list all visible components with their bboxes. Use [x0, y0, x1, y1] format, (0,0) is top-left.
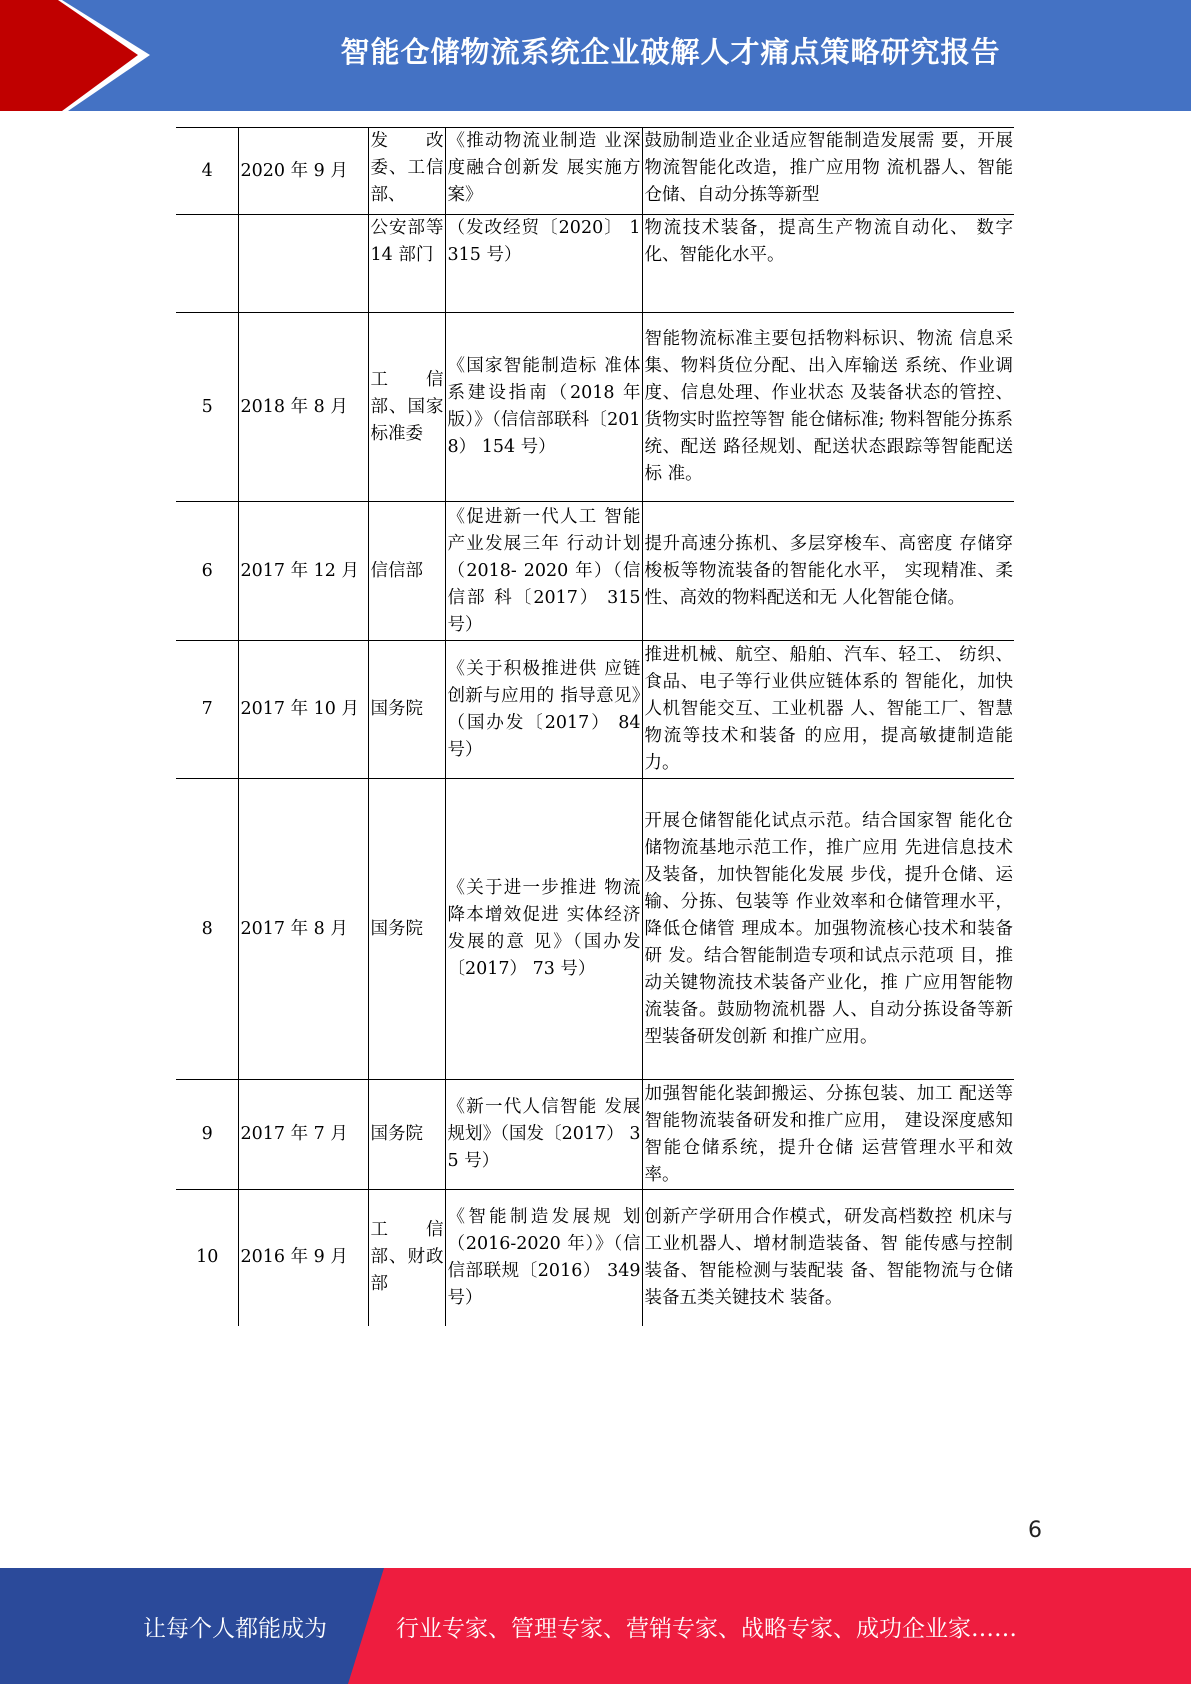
page-footer	[0, 1568, 1191, 1684]
policy-document: 《国家智能制造标 准体系建设指南（2018 年版）》（信信部联科〔2018） 154 号）	[445, 313, 642, 502]
policy-content: 物流技术装备，提高生产物流自动化、 数字化、智能化水平。	[642, 215, 1014, 313]
issue-date: 2017 年 8 月	[238, 779, 368, 1080]
policy-content: 推进机械、航空、船舶、汽车、轻工、 纺织、食品、电子等行业供应链体系的 智能化，加快人机智能交互、工业机器 人、智能工厂、智慧物流等技术和装备 的应用，提高敏捷制造能力。	[642, 641, 1014, 779]
policy-document: 《智能制造发展规 划 （2016-2020 年）》（信信部联规〔2016） 349 号）	[445, 1190, 642, 1326]
policy-document: （发改经贸〔2020〕 1315 号）	[445, 215, 642, 313]
issue-date: 2016 年 9 月	[238, 1190, 368, 1326]
report-title: 智能仓储物流系统企业破解人才痛点策略研究报告	[340, 34, 1001, 69]
row-number: 5	[176, 313, 238, 502]
issuing-department: 国务院	[368, 1080, 445, 1190]
issue-date	[238, 215, 368, 313]
policy-content: 鼓励制造业企业适应智能制造发展需 要，开展物流智能化改造，推广应用物 流机器人、智能仓储、自动分拣等新型	[642, 128, 1014, 215]
issue-date: 2017 年 7 月	[238, 1080, 368, 1190]
table-row	[176, 1190, 1014, 1326]
policy-document: 《促进新一代人工 智能产业发展三年 行动计划（2018- 2020 年）（信信部 科〔2017） 315 号）	[445, 502, 642, 641]
issuing-department: 发 改委、工信部、	[368, 128, 445, 215]
issue-date: 2017 年 10 月	[238, 641, 368, 779]
page-header	[0, 0, 1191, 111]
row-number	[176, 215, 238, 313]
red-arrow-decoration	[0, 0, 150, 111]
row-number: 6	[176, 502, 238, 641]
policy-content: 加强智能化装卸搬运、分拣包装、加工 配送等智能物流装备研发和推广应用， 建设深度感知智能仓储系统，提升仓储 运营管理水平和效率。	[642, 1080, 1014, 1190]
policy-document: 《推动物流业制造 业深度融合创新发 展实施方案》	[445, 128, 642, 215]
row-number: 4	[176, 128, 238, 215]
page-number: 6	[1028, 1518, 1042, 1543]
issuing-department: 信信部	[368, 502, 445, 641]
policy-content: 创新产学研用合作模式，研发高档数控 机床与工业机器人、增材制造装备、智 能传感与控制装备、智能检测与装配装 备、智能物流与仓储装备五类关键技术 装备。	[642, 1190, 1014, 1326]
row-number: 10	[176, 1190, 238, 1326]
issuing-department: 国务院	[368, 641, 445, 779]
row-number: 8	[176, 779, 238, 1080]
footer-slogan-left: 让每个人都能成为	[143, 1615, 327, 1642]
table-row	[176, 779, 1014, 1080]
table-row	[176, 502, 1014, 641]
policy-document: 《关于积极推进供 应链创新与应用的 指导意见》（国办发〔2017） 84 号）	[445, 641, 642, 779]
policy-content: 提升高速分拣机、多层穿梭车、高密度 存储穿梭板等物流装备的智能化水平， 实现精准、柔性、高效的物料配送和无 人化智能仓储。	[642, 502, 1014, 641]
table-row	[176, 641, 1014, 779]
issuing-department: 工 信部、财政部	[368, 1190, 445, 1326]
issue-date: 2018 年 8 月	[238, 313, 368, 502]
row-number: 7	[176, 641, 238, 779]
policy-content: 开展仓储智能化试点示范。结合国家智 能化仓储物流基地示范工作，推广应用 先进信息技术及装备，加快智能化发展 步伐，提升仓储、运输、分拣、包装等 作业效率和仓储管理水平，降低仓储管 理成本。加强物流核心技术和装备研 发。结合智能制造专项和试点示范项 目，推动关键物流技术装备产业化，推 广应用智能物流装备。鼓励物流机器 人、自动分拣设备等新型装备研发创新 和推广应用。	[642, 779, 1014, 1080]
policy-document: 《关于进一步推进 物流降本增效促进 实体经济发展的意 见》（国办发〔2017） 73 号）	[445, 779, 642, 1080]
issuing-department: 国务院	[368, 779, 445, 1080]
policy-table	[176, 127, 1014, 1326]
issuing-department: 公安部等 14 部门	[368, 215, 445, 313]
issuing-department: 工 信部、国家标准委	[368, 313, 445, 502]
issue-date: 2020 年 9 月	[238, 128, 368, 215]
row-number: 9	[176, 1080, 238, 1190]
table-row	[176, 1080, 1014, 1190]
issue-date: 2017 年 12 月	[238, 502, 368, 641]
policy-document: 《新一代人信智能 发展规划》（国发〔2017） 35 号）	[445, 1080, 642, 1190]
policy-table-container	[176, 127, 1014, 1326]
table-row	[176, 128, 1014, 215]
footer-slogan-right: 行业专家、管理专家、营销专家、战略专家、成功企业家……	[396, 1615, 1017, 1642]
table-row	[176, 215, 1014, 313]
policy-content: 智能物流标准主要包括物料标识、物流 信息采集、物料货位分配、出入库输送 系统、作业调度、信息处理、作业状态 及装备状态的管控、货物实时监控等智 能仓储标准; 物料智能分拣系统、配送 路径规划、配送状态跟踪等智能配送标 准。	[642, 313, 1014, 502]
table-row	[176, 313, 1014, 502]
